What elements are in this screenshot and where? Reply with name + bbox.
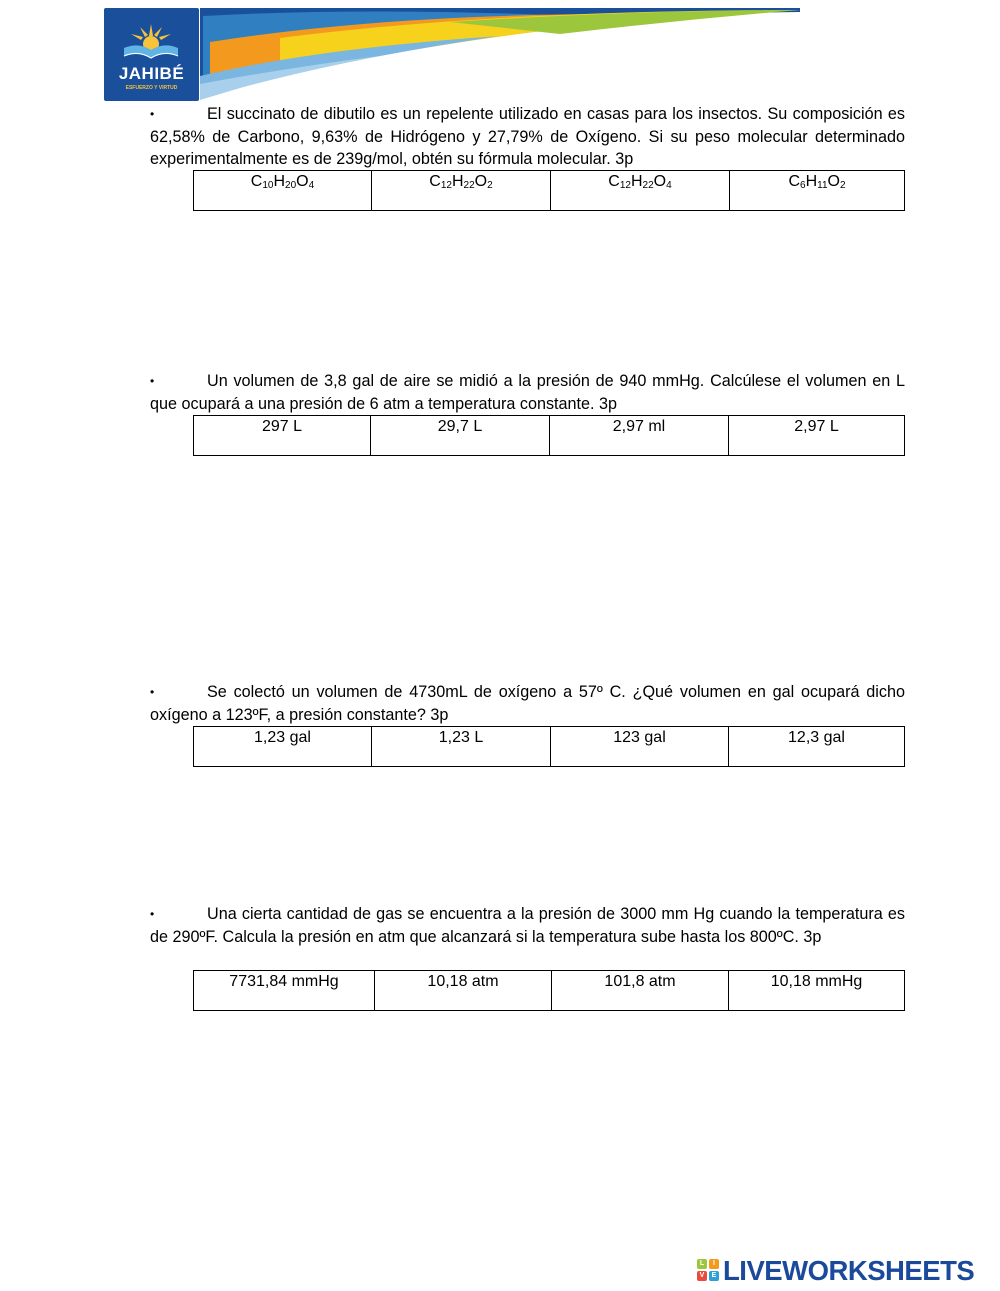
footer-brand-text: LIVEWORKSHEETS (723, 1255, 975, 1286)
school-logo (104, 8, 199, 101)
question-3 (150, 681, 905, 746)
answer-options-3 (193, 726, 905, 767)
logo-motto: ESFUERZO Y VIRTUD (125, 85, 178, 91)
option-2d[interactable]: 2,97 L (729, 416, 905, 456)
option-2c[interactable]: 2,97 ml (550, 416, 729, 456)
question-4 (150, 903, 905, 990)
option-3a[interactable]: 1,23 gal (194, 727, 372, 767)
bullet: • (150, 685, 155, 699)
option-4b[interactable]: 10,18 atm (375, 971, 552, 1011)
answer-options-2 (193, 415, 905, 456)
bullet: • (150, 107, 155, 121)
option-4d[interactable]: 10,18 mmHg (729, 971, 905, 1011)
question-2 (150, 370, 905, 435)
bullet: • (150, 907, 155, 921)
option-3b[interactable]: 1,23 L (372, 727, 551, 767)
live-badge-icon: L I V E (697, 1259, 721, 1283)
question-1-text: El succinato de dibutilo es un repelente utilizado en casas para los insectos. Su composición es 62,58% de Carbono, 9,63% de Hidrógeno y 27,79% de Oxígeno. Si su peso molecular determinado experimentalmente es de 239g/mol, obtén su fórmula molecular. 3p (150, 105, 905, 168)
option-1d[interactable]: $C_6H_{11}O_2$ (730, 171, 905, 211)
question-3-text: Se colectó un volumen de 4730mL de oxígeno a 57º C. ¿Qué volumen en gal ocupará dicho oxígeno a 123ºF, a presión constante? 3p (150, 683, 905, 724)
question-4-text: Una cierta cantidad de gas se encuentra a la presión de 3000 mm Hg cuando la temperatura es de 290ºF. Calcula la presión en atm que alcanzará si la temperatura sube hasta los 800ºC. 3p (150, 905, 905, 946)
option-1b[interactable]: $C_{12}H_{22}O_2$ (372, 171, 551, 211)
option-4c[interactable]: 101,8 atm (552, 971, 729, 1011)
option-1c[interactable]: $C_{12}H_{22}O_4$ (551, 171, 730, 211)
question-2-text: Un volumen de 3,8 gal de aire se midió a la presión de 940 mmHg. Calcúlese el volumen en L que ocupará a una presión de 6 atm a temperatura constante. 3p (150, 372, 905, 413)
answer-options-1 (193, 170, 905, 211)
answer-options-4 (193, 970, 905, 1011)
book-sun-icon (104, 8, 199, 68)
option-2a[interactable]: 297 L (194, 416, 371, 456)
logo-name: JAHIBÉ (118, 64, 185, 83)
option-2b[interactable]: 29,7 L (371, 416, 550, 456)
option-4a[interactable]: 7731,84 mmHg (194, 971, 375, 1011)
option-3d[interactable]: 12,3 gal (729, 727, 905, 767)
option-1a[interactable]: $C_{10}H_{20}O_4$ (194, 171, 372, 211)
option-3c[interactable]: 123 gal (551, 727, 729, 767)
header-swoosh-banner (200, 8, 800, 103)
question-1 (150, 103, 905, 191)
bullet: • (150, 374, 155, 388)
